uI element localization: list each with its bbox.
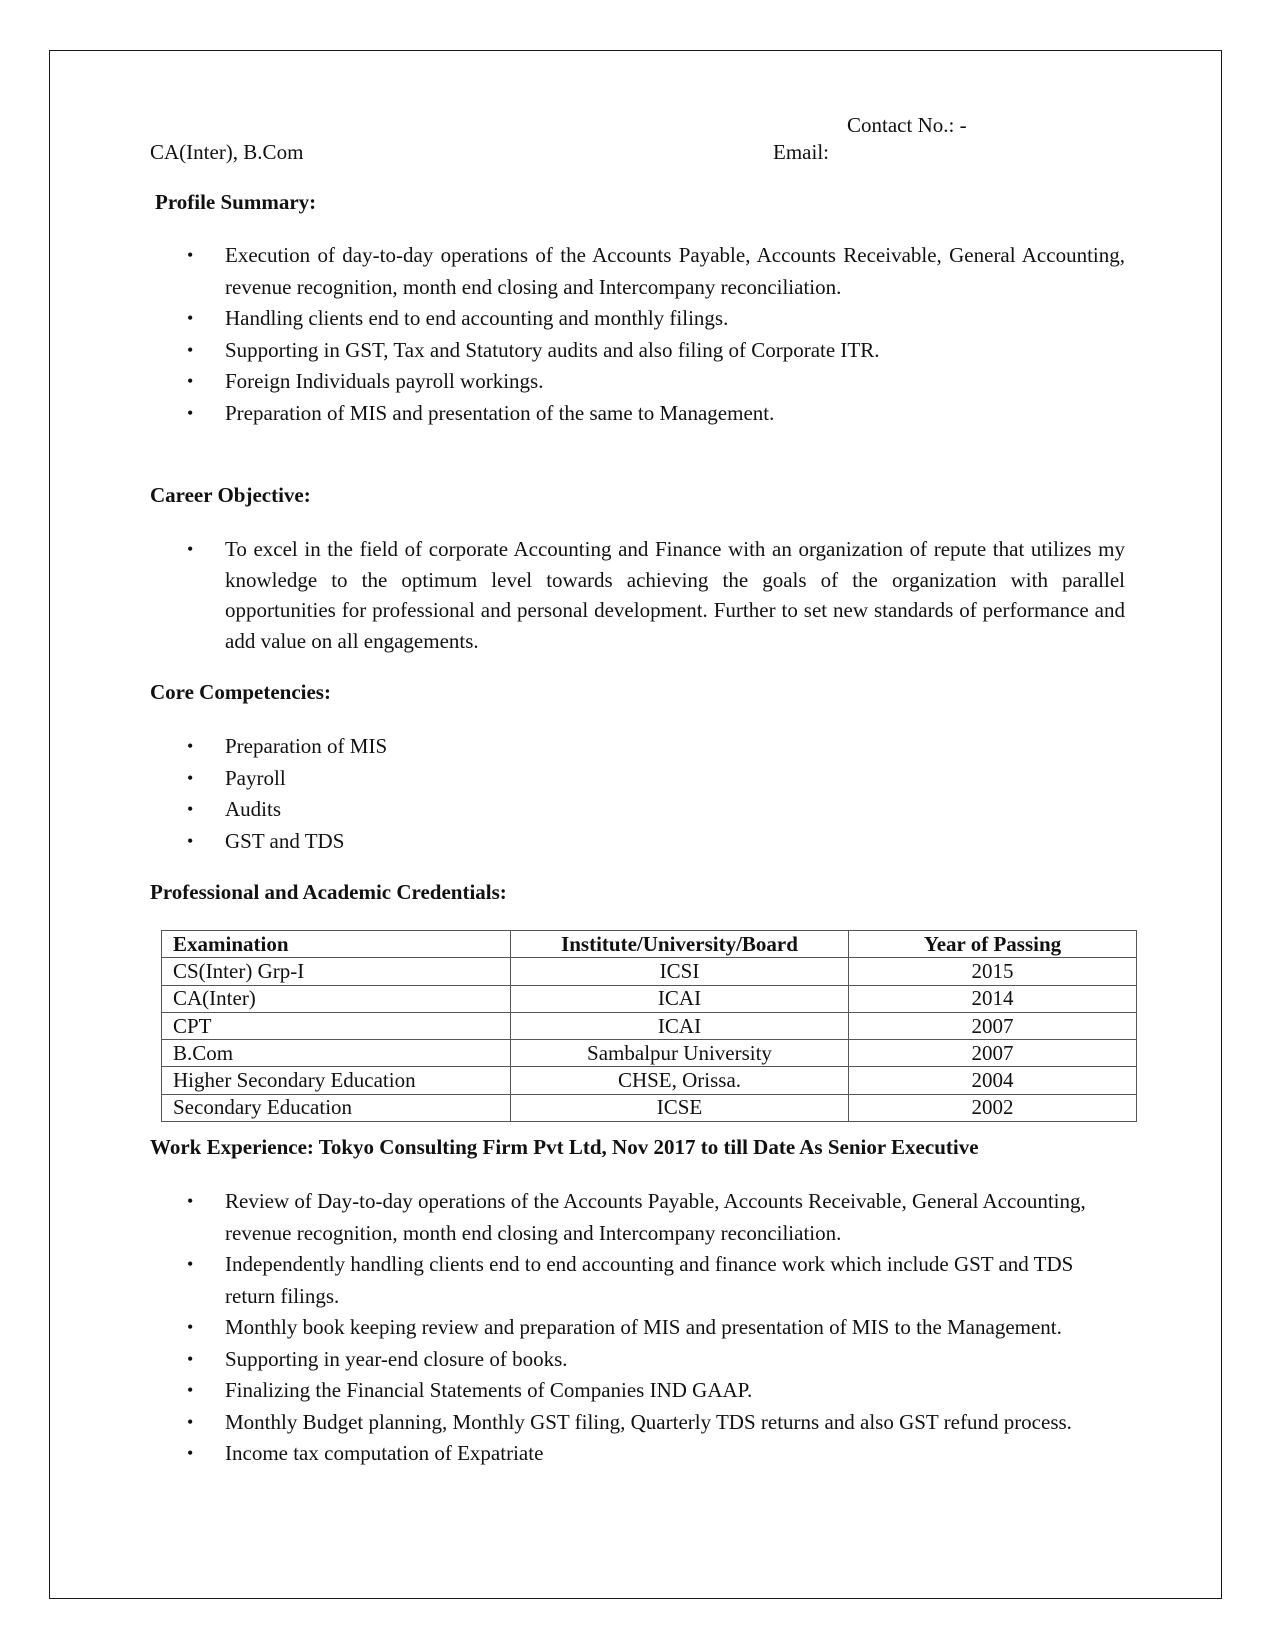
email-label: Email: bbox=[773, 140, 829, 164]
bullet-icon: • bbox=[187, 339, 194, 360]
core-competencies-heading: Core Competencies: bbox=[150, 680, 331, 704]
list-item: • Foreign Individuals payroll workings. bbox=[150, 366, 1125, 398]
bullet-icon: • bbox=[187, 1380, 194, 1400]
list-item: • Monthly Budget planning, Monthly GST filing, Quarterly TDS returns and also GST refund process. bbox=[150, 1407, 1095, 1439]
contact-number-label: Contact No.: - bbox=[847, 113, 967, 137]
list-item: • GST and TDS bbox=[150, 826, 1125, 858]
bullet-icon: • bbox=[187, 1348, 194, 1369]
cell-examination: CS(Inter) Grp-I bbox=[162, 958, 511, 985]
table-row bbox=[162, 1012, 1137, 1039]
list-item: • Finalizing the Financial Statements of Companies IND GAAP. bbox=[150, 1375, 1095, 1407]
list-item: • Preparation of MIS and presentation of the same to Management. bbox=[150, 398, 1125, 430]
credentials-heading: Professional and Academic Credentials: bbox=[150, 880, 507, 904]
cell-institute: ICAI bbox=[511, 985, 849, 1012]
table-row bbox=[162, 958, 1137, 985]
list-item: • Monthly book keeping review and preparation of MIS and presentation of MIS to the Management. bbox=[150, 1312, 1095, 1344]
cell-institute: ICSE bbox=[511, 1094, 849, 1121]
cell-institute: Sambalpur University bbox=[511, 1040, 849, 1067]
table-row bbox=[162, 1040, 1137, 1067]
list-item: • Income tax computation of Expatriate bbox=[150, 1438, 1095, 1470]
cell-year: 2007 bbox=[849, 1040, 1137, 1067]
list-item: • Independently handling clients end to end accounting and finance work which include GST and TDS return filings. bbox=[150, 1249, 1095, 1312]
column-header-year: Year of Passing bbox=[849, 931, 1137, 958]
bullet-icon: • bbox=[187, 767, 194, 788]
cell-institute: CHSE, Orissa. bbox=[511, 1067, 849, 1094]
column-header-institute: Institute/University/Board bbox=[511, 931, 849, 958]
list-item: • To excel in the field of corporate Accounting and Finance with an organization of repute that utilizes my knowledge to the optimum level towards achieving the goals of the organization with parallel opportunities for professional and personal development. Further to set new standards of performance and add value on all engagements. bbox=[150, 534, 1125, 656]
list-item: • Preparation of MIS bbox=[150, 731, 1125, 763]
bullet-icon: • bbox=[187, 308, 194, 328]
column-header-examination: Examination bbox=[162, 931, 511, 958]
table-row bbox=[162, 985, 1137, 1012]
credentials-table bbox=[161, 930, 1137, 1122]
cell-year: 2002 bbox=[849, 1094, 1137, 1121]
bullet-icon: • bbox=[187, 1191, 194, 1211]
career-objective-list bbox=[150, 534, 1125, 656]
profile-summary-list bbox=[150, 240, 1125, 429]
cell-examination: Secondary Education bbox=[162, 1094, 511, 1121]
bullet-icon: • bbox=[187, 402, 194, 423]
work-experience-list bbox=[150, 1186, 1095, 1470]
cell-examination: CA(Inter) bbox=[162, 985, 511, 1012]
bullet-icon: • bbox=[187, 245, 194, 265]
bullet-icon: • bbox=[187, 799, 194, 819]
work-experience-heading: Work Experience: Tokyo Consulting Firm Pvt Ltd, Nov 2017 to till Date As Senior Executive bbox=[150, 1135, 979, 1159]
bullet-icon: • bbox=[187, 1411, 194, 1432]
list-item: • Audits bbox=[150, 794, 1125, 826]
table-row bbox=[162, 1094, 1137, 1121]
table-header-row bbox=[162, 931, 1137, 958]
qualification-text: CA(Inter), B.Com bbox=[150, 140, 304, 164]
bullet-icon: • bbox=[187, 1254, 194, 1274]
profile-summary-heading: Profile Summary: bbox=[155, 190, 317, 214]
table-row bbox=[162, 1067, 1137, 1094]
cell-year: 2015 bbox=[849, 958, 1137, 985]
bullet-icon: • bbox=[187, 1443, 194, 1463]
core-competencies-list bbox=[150, 731, 1125, 857]
list-item: • Payroll bbox=[150, 763, 1125, 795]
list-item: • Execution of day-to-day operations of the Accounts Payable, Accounts Receivable, General Accounting, revenue recognition, month end closing and Intercompany reconciliation. bbox=[150, 240, 1125, 303]
cell-year: 2014 bbox=[849, 985, 1137, 1012]
career-objective-heading: Career Objective: bbox=[150, 483, 311, 507]
cell-institute: ICAI bbox=[511, 1012, 849, 1039]
list-item: • Supporting in GST, Tax and Statutory audits and also filing of Corporate ITR. bbox=[150, 335, 1125, 367]
bullet-icon: • bbox=[187, 736, 194, 756]
bullet-icon: • bbox=[187, 539, 194, 559]
cell-examination: CPT bbox=[162, 1012, 511, 1039]
cell-examination: Higher Secondary Education bbox=[162, 1067, 511, 1094]
list-item: • Handling clients end to end accounting and monthly filings. bbox=[150, 303, 1125, 335]
bullet-icon: • bbox=[187, 371, 194, 391]
list-item: • Review of Day-to-day operations of the Accounts Payable, Accounts Receivable, General Accounting, revenue recognition, month end closing and Intercompany reconciliation. bbox=[150, 1186, 1095, 1249]
cell-examination: B.Com bbox=[162, 1040, 511, 1067]
bullet-icon: • bbox=[187, 830, 194, 851]
bullet-icon: • bbox=[187, 1317, 194, 1337]
cell-year: 2004 bbox=[849, 1067, 1137, 1094]
list-item: • Supporting in year-end closure of books. bbox=[150, 1344, 1095, 1376]
cell-institute: ICSI bbox=[511, 958, 849, 985]
cell-year: 2007 bbox=[849, 1012, 1137, 1039]
